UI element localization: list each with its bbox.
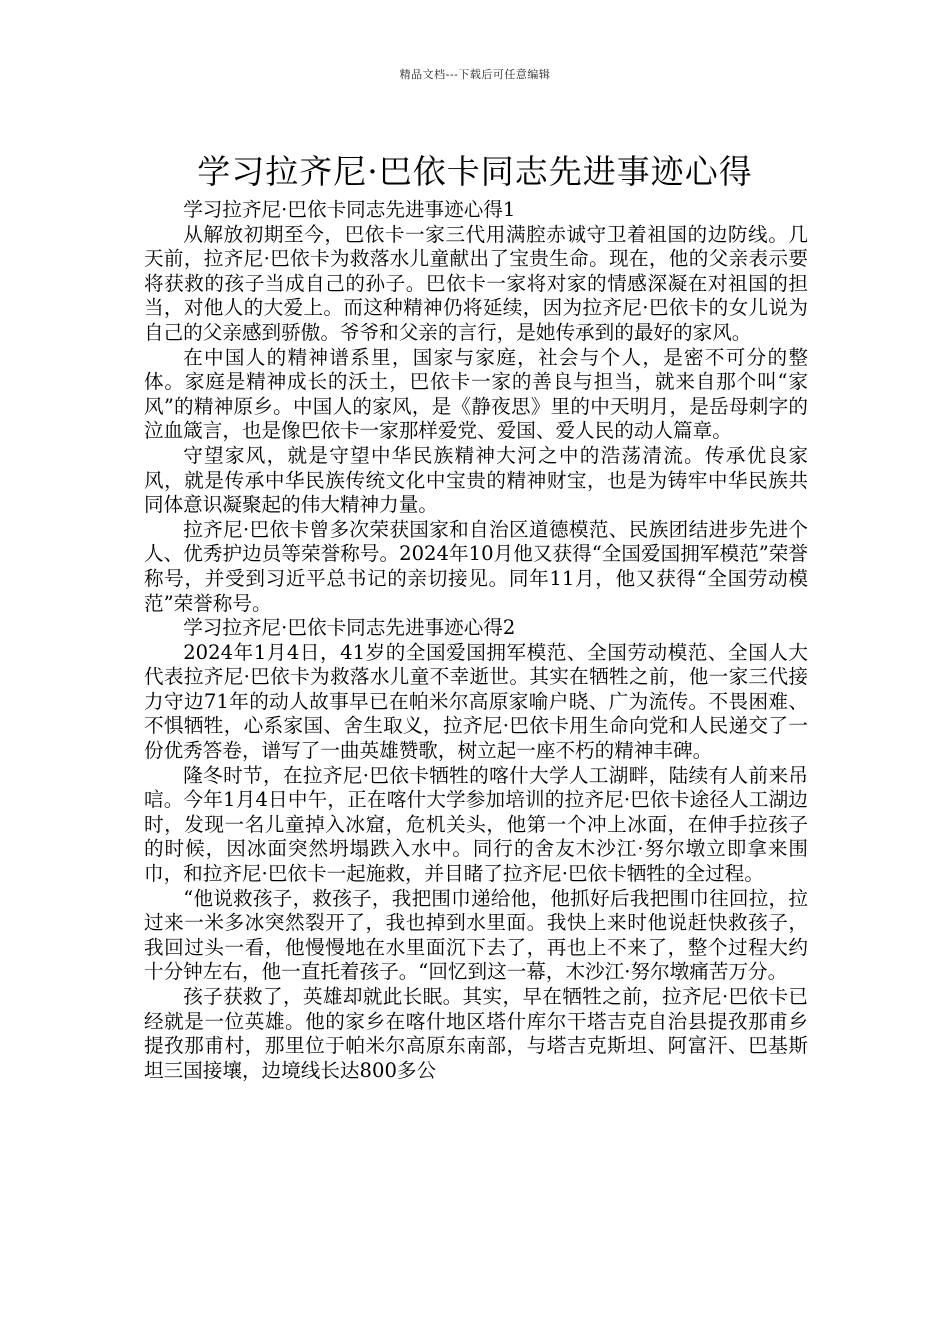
paragraph: 守望家风，就是守望中华民族精神大河之中的浩荡清流。传承优良家风，就是传承中华民族传统文化中宝贵的精神财宝，也是为铸牢中华民族共同体意识凝聚起的伟大精神力量。: [144, 443, 808, 517]
document-title: 学习拉齐尼·巴依卡同志先进事迹心得: [197, 152, 753, 192]
paragraph: 2024年1月4日，41岁的全国爱国拥军模范、全国劳动模范、全国人大代表拉齐尼·巴依卡为救落水儿童不幸逝世。其实在牺牲之前，他一家三代接力守边71年的动人故事早已在帕米尔高原家喻户晓、广为流传。不畏困难、不惧牺牲，心系家国、舍生取义，拉齐尼·巴依卡用生命向党和人民递交了一份优秀答卷，谱写了一曲英雄赞歌，树立起一座不朽的精神丰碑。: [144, 640, 808, 763]
section-heading-1: 学习拉齐尼·巴依卡同志先进事迹心得1: [183, 198, 516, 221]
header-note: 精品文档---下载后可任意编辑: [399, 68, 551, 81]
paragraph: 从解放初期至今，巴依卡一家三代用满腔赤诚守卫着祖国的边防线。几天前，拉齐尼·巴依卡为救落水儿童献出了宝贵生命。现在，他的父亲表示要将获救的孩子当成自己的孙子。巴依卡一家将对家的情感深凝在对祖国的担当，对他人的大爱上。而这种精神仍将延续，因为拉齐尼·巴依卡的女儿说为自己的父亲感到骄傲。爷爷和父亲的言行，是她传承到的最好的家风。: [144, 222, 808, 344]
paragraph: “他说救孩子，救孩子，我把围巾递给他，他抓好后我把围巾往回拉，拉过来一米多冰突然裂开了，我也掉到水里面。我快上来时他说赶快救孩子，我回过头一看，他慢慢地在水里面沉下去了，再也上不来了，整个过程大约十分钟左右，他一直托着孩子。“回忆到这一幕，木沙江·努尔墩痛苦万分。: [144, 886, 808, 984]
document-body: [144, 198, 808, 1083]
section-heading-2: 学习拉齐尼·巴依卡同志先进事迹心得2: [183, 616, 516, 640]
paragraph: 在中国人的精神谱系里，国家与家庭，社会与个人，是密不可分的整体。家庭是精神成长的沃土，巴依卡一家的善良与担当，就来自那个叫“家风”的精神原乡。中国人的家风，是《静夜思》里的中天明月，是岳母刺字的泣血箴言，也是像巴依卡一家那样爱党、爱国、爱人民的动人篇章。: [144, 345, 808, 443]
paragraph: 隆冬时节，在拉齐尼·巴依卡牺牲的喀什大学人工湖畔，陆续有人前来吊唁。今年1月4日中午，正在喀什大学参加培训的拉齐尼·巴依卡途径人工湖边时，发现一名儿童掉入冰窟，危机关头，他第一个冲上冰面，在伸手拉孩子的时候，因冰面突然坍塌跌入水中。同行的舍友木沙江·努尔墩立即拿来围巾，和拉齐尼·巴依卡一起施救，并目睹了拉齐尼·巴依卡牺牲的全过程。: [144, 763, 808, 886]
paragraph: 孩子获救了，英雄却就此长眠。其实，早在牺牲之前，拉齐尼·巴依卡已经就是一位英雄。他的家乡在喀什地区塔什库尔干塔吉克自治县提孜那甫乡提孜那甫村，那里位于帕米尔高原东南部，与塔吉克斯坦、阿富汗、巴基斯坦三国接壤，边境线长达800多公: [144, 985, 808, 1082]
paragraph: 拉齐尼·巴依卡曾多次荣获国家和自治区道德模范、民族团结进步先进个人、优秀护边员等荣誉称号。2024年10月他又获得“全国爱国拥军模范”荣誉称号，并受到习近平总书记的亲切接见。同年11月，他又获得“全国劳动模范”荣誉称号。: [144, 517, 808, 615]
